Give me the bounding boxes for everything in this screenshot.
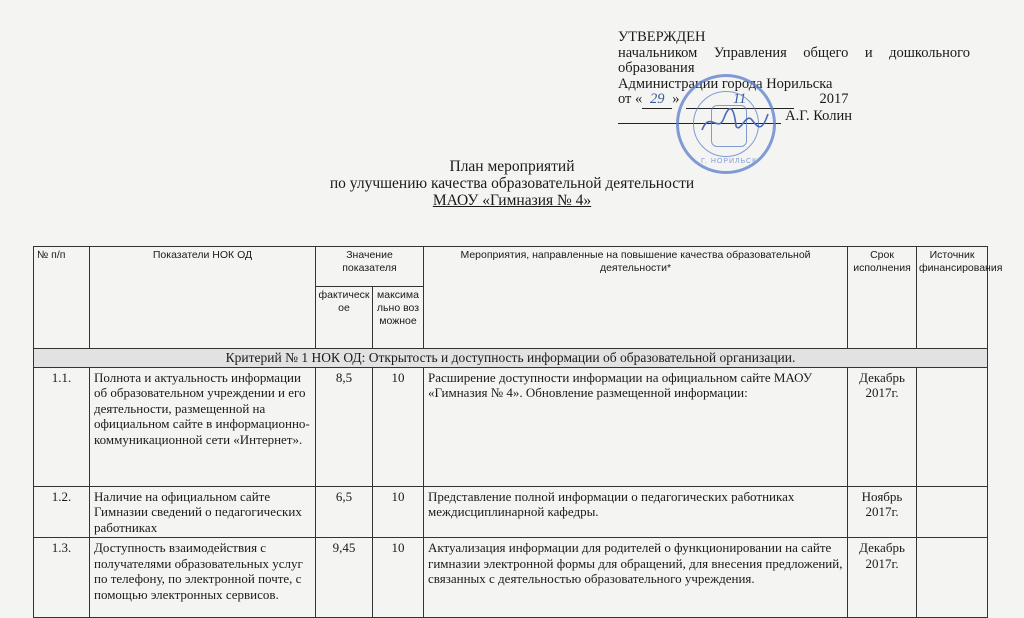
row-source: [917, 538, 988, 618]
approval-line-3: Администрации города Норильска: [618, 76, 833, 92]
header-max: максимально возможное: [373, 287, 424, 349]
row-actual: 9,45: [316, 538, 373, 618]
date-month: 11: [686, 92, 794, 109]
row-source: [917, 486, 988, 538]
row-indicator: Доступность взаимодействия с получателями образовательных услуг по телефону, по электронной почте, с помощью электронных сервисов.: [90, 538, 316, 618]
date-year: 2017: [819, 92, 849, 107]
row-deadline: Ноябрь 2017г.: [848, 486, 917, 538]
header-indicator: Показатели НОК ОД: [90, 247, 316, 349]
header-source: Источник финансирования: [917, 247, 988, 349]
criterion-row: [34, 349, 988, 368]
row-measures: Расширение доступности информации на официальном сайте МАОУ «Гимназия № 4». Обновление размещенной информации:: [424, 367, 848, 486]
table-row: [34, 367, 988, 486]
approval-date: [618, 92, 970, 109]
approval-line-1: начальником Управления общего и дошкольного: [618, 45, 970, 61]
header-num: № п/п: [34, 247, 90, 349]
row-source: [917, 367, 988, 486]
row-measures: Актуализация информации для родителей о функционировании на сайте гимназии электронной формы для обращений, для внесения предложений, связанных с деятельностью образовательного учреждения.: [424, 538, 848, 618]
date-day: 29: [642, 92, 672, 109]
date-prefix: от «: [618, 92, 643, 107]
row-num: 1.2.: [34, 486, 90, 538]
stamp-text: Г. НОРИЛЬСК: [701, 158, 758, 165]
title-line-2: по улучшению качества образовательной деятельности: [329, 175, 695, 192]
approval-block: [618, 30, 970, 124]
signer-name: А.Г. Колин: [785, 108, 852, 124]
document-title: [0, 158, 1024, 209]
table-row: [34, 538, 988, 618]
approval-signline: [618, 109, 970, 125]
approval-line-2: образования: [618, 61, 695, 76]
approval-title: УТВЕРЖДЕН: [618, 30, 706, 45]
measures-table: [33, 246, 1003, 618]
row-max: 10: [373, 367, 424, 486]
criterion-label: Критерий № 1 НОК ОД: Открытость и доступность информации об образовательной организации.: [34, 349, 988, 368]
row-deadline: Декабрь 2017г.: [848, 367, 917, 486]
date-mid: »: [672, 92, 680, 107]
header-measures: Мероприятия, направленные на повышение качества образовательной деятельности*: [424, 247, 848, 349]
row-max: 10: [373, 538, 424, 618]
title-line-3: МАОУ «Гимназия № 4»: [432, 192, 592, 209]
header-deadline: Срок исполнения: [848, 247, 917, 349]
title-line-1: План мероприятий: [449, 158, 575, 175]
row-deadline: Декабрь 2017г.: [848, 538, 917, 618]
row-indicator: Наличие на официальном сайте Гимназии сведений о педагогических работниках: [90, 486, 316, 538]
header-row: [34, 247, 988, 287]
table-row: [34, 486, 988, 538]
header-actual: фактическое: [316, 287, 373, 349]
row-measures: Представление полной информации о педагогических работниках междисциплинарной кафедры.: [424, 486, 848, 538]
row-max: 10: [373, 486, 424, 538]
row-num: 1.1.: [34, 367, 90, 486]
row-indicator: Полнота и актуальность информации об образовательном учреждении и его деятельности, размещенной на официальном сайте в информационно-коммуникационной сети «Интернет».: [90, 367, 316, 486]
row-actual: 6,5: [316, 486, 373, 538]
row-num: 1.3.: [34, 538, 90, 618]
handwritten-signature: [700, 104, 770, 138]
header-value: Значение показателя: [316, 247, 424, 287]
row-actual: 8,5: [316, 367, 373, 486]
